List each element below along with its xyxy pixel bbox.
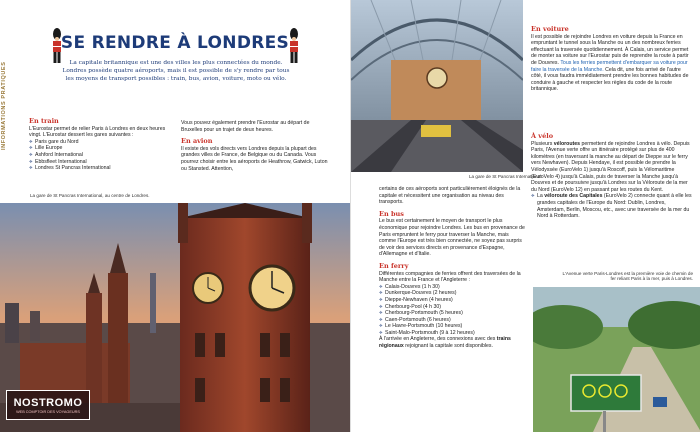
bike-photo-caption: L'Avenue verte Paris-Londres est la première voie de chemin de fer reliant Paris à la mer, puis à Londres. — [562, 271, 693, 281]
nostromo-logo — [6, 390, 90, 420]
train-text: L'Eurostar permet de relier Paris à Londres en deux heures vingt. L'Eurostar dessert les gares suivantes : — [29, 125, 166, 139]
velo-item-text: La — [537, 193, 545, 200]
list-item: ✈ Dieppe-Newhaven (4 heures) — [379, 297, 525, 304]
ferry-route-list — [379, 284, 525, 337]
velo-item-text-cont: (EuroVelo 2) connecte quant à elle les grandes capitales de l'Europe du Nord: Dublin, Londres, Amsterdam, Berlin, Moscou, etc., avec une traversée de la mer du Nord à Rotterdam. — [537, 193, 692, 220]
right-page — [350, 0, 700, 432]
middle-column — [379, 186, 525, 350]
voiture-section — [531, 26, 693, 93]
section-side-label: INFORMATIONS PRATIQUES — [1, 61, 7, 150]
photo-caption: La gare de St Pancras International. — [469, 174, 543, 179]
logo-subtitle: WEB COMPTOIR DES VOYAGEURS — [16, 409, 80, 414]
train-text-brussels: Vous pouvez également prendre l'Eurostar au départ de Bruxelles pour un trajet de deux heures. — [181, 120, 310, 133]
ferry-text: Différentes compagnies de ferries offrent des traversées de la Manche entre la France et l'Angleterre : — [379, 270, 521, 284]
velo-heading: À vélo — [531, 132, 554, 140]
list-item: ✈ Paris gare du Nord — [29, 139, 175, 146]
st-pancras-station-photo — [351, 0, 523, 172]
train-section — [29, 118, 175, 172]
list-item: ✈ Calais-Douvres (1 h 30) — [379, 284, 525, 291]
list-item: ✈ Lille Europe — [29, 145, 175, 152]
ferry-text-2: À l'arrivée en Angleterre, des connexions avec des — [379, 336, 497, 343]
velo-section — [531, 133, 693, 220]
voiture-link[interactable]: Tous les ferries permettent d'embarquer sa voiture pour faire la traversée de la Manche. — [531, 59, 688, 73]
list-item: ✈ Dunkerque-Douvres (2 heures) — [379, 290, 525, 297]
bus-text: Le bus est certainement le moyen de transport le plus économique pour rejoindre Londres. Les bus en provenance de Paris empruntent le ferry pour traverser la Manche, mais comme l'Europe est très bien connectée, ne soyez pas surpris de voir des services directs en provenance d'Espagne, d'Allemagne et d'Italie. — [379, 218, 525, 258]
ferry-heading: En ferry — [379, 261, 409, 270]
velo-item-bold: véloroute des Capitales — [544, 193, 603, 200]
bus-heading: En bus — [379, 209, 404, 218]
train-heading: En train — [29, 117, 59, 125]
list-item: ✈ Le Havre-Portsmouth (10 heures) — [379, 323, 525, 330]
list-item: ✈ Ebbsfleet International — [29, 159, 175, 166]
list-item: ✈ Londres St Pancras International — [29, 165, 175, 172]
voiture-text: Il est possible de rejoindre Londres en voiture depuis la France en empruntant le tunnel sous la Manche ou un des nombreux ferries effectuant la traversée quotidiennement. À Calais, un service permet de monter sa voiture sur l'Eurostar puis de reprendre la route à partir de Douvres. — [531, 33, 689, 66]
list-item: ✈ Saint-Malo-Portsmouth (9 à 12 heures) — [379, 330, 525, 337]
intro-text: La capitale britannique est une des villes les plus connectées du monde. Londres possède quatre aéroports, mais il est possible de s'y rendre par tous les moyens de transport possibles : train, bus, avion, voiture, moto ou vélo. — [62, 60, 290, 82]
list-item: ✈ Ashford International — [29, 152, 175, 159]
list-item — [531, 193, 693, 219]
velo-list — [531, 193, 693, 219]
velo-bold: véloroutes — [553, 140, 581, 147]
avion-heading: En avion — [181, 137, 213, 146]
velo-text-cont: permettent de rejoindre Londres à vélo. Depuis Paris, l'Avenue verte offre un itinéraire protégé sur plus de 400 kilomètres (en traversant la manche au départ de Dieppe sur le ferry vers Newhaven). Depuis Hendaye, il est possible de prendre la Vélodyssée (EuroVelo 1) jusqu'à Roscoff, puis la Vélomaritime (EuroVelo 4) jusqu'à Calais, puis de traverser la Manche jusqu'à Douvres et de poursuivre jusqu'à Londres sur la Véloroute de la mer du Nord (EuroVelo 12) en passant par les routes du Kent. — [531, 140, 690, 193]
station-list — [29, 139, 175, 172]
voiture-heading: En voiture — [531, 25, 569, 33]
avenue-verte-bike-path-photo — [533, 287, 700, 432]
avion-text: Il existe des vols directs vers Londres depuis la plupart des grandes villes de France, de Belgique ou du Canada. Vous pourrez choisir entre les aéroports de Heathrow, Gatwick, Luton ou Stansted. Attention, — [181, 145, 328, 172]
list-item: ✈ Cherbourg-Pool (4 h 30) — [379, 304, 525, 311]
avion-text-cont: certains de ces aéroports sont particulièrement éloignés de la capitale et nécessitent une organisation au niveau des transports. — [379, 186, 521, 206]
logo-name: NOSTROMO — [13, 396, 83, 409]
velo-text: Plusieurs — [531, 140, 554, 147]
list-item: ✈ Cherbourg-Portsmouth (5 heures) — [379, 310, 525, 317]
ferry-text-bold: trains régionaux — [379, 336, 511, 350]
ferry-text-2-cont: rejoignant la capitale sont disponibles. — [403, 343, 493, 350]
list-item: ✈ Caen-Portsmouth (6 heures) — [379, 317, 525, 324]
photo-caption: La gare de St Pancras International, au centre de Londres. — [30, 193, 150, 198]
voiture-text-2: Cela dit, une fois arrivé de l'autre côté, il vous faudra immédiatement prendre les bonnes habitudes de conduire à gauche et respecter les règles du code de la route britannique. — [531, 66, 689, 93]
avion-section — [181, 120, 331, 172]
page-title: SE RENDRE À LONDRES — [60, 33, 290, 53]
